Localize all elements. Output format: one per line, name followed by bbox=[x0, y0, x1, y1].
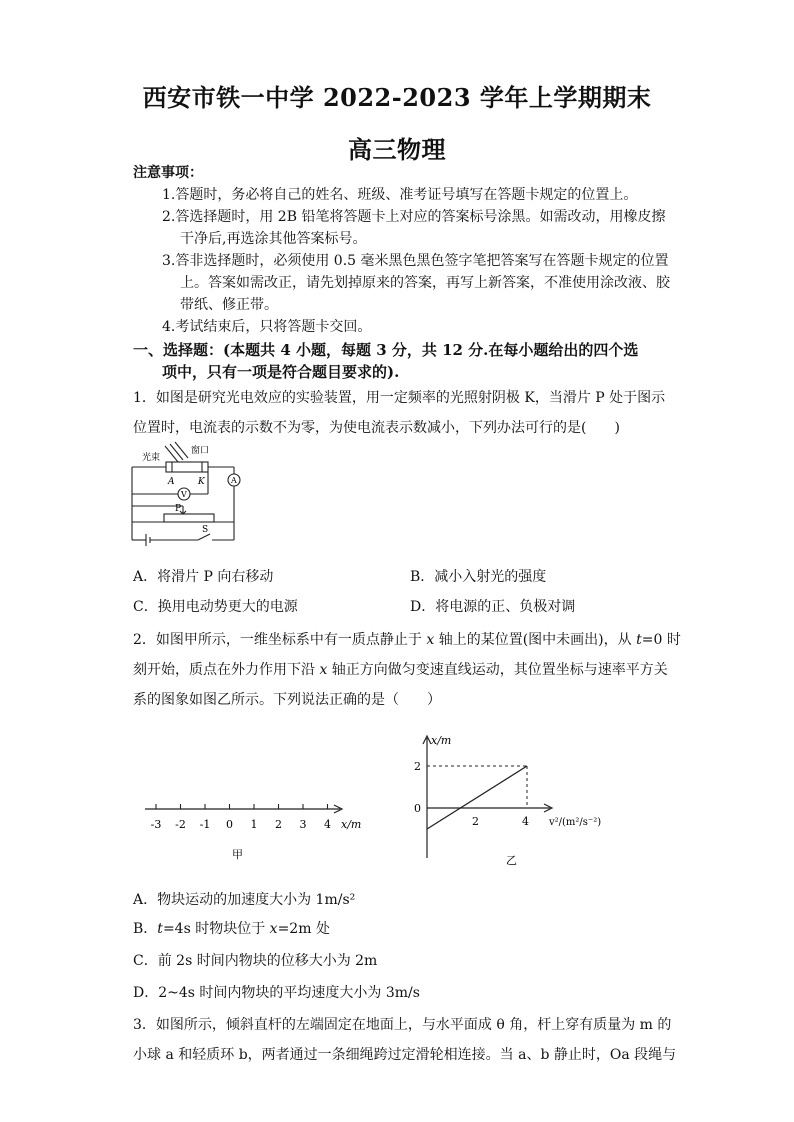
q2-stem-line3: 系的图象如图乙所示。下列说法正确的是（ ） bbox=[133, 692, 441, 708]
q2-var-x: x bbox=[319, 662, 328, 678]
label-slider: P bbox=[175, 504, 182, 514]
label-cathode: K bbox=[198, 477, 205, 487]
q2-var-t: t bbox=[157, 921, 163, 937]
label-anode: A bbox=[168, 477, 175, 487]
q2-var-x: x bbox=[426, 632, 435, 648]
number-line-tick-label: 4 bbox=[324, 818, 331, 831]
q3-stem-line1: 3．如图所示，倾斜直杆的左端固定在地面上，与水平面成 θ 角，杆上穿有质量为 m 的 bbox=[133, 1017, 672, 1033]
number-line-axis-label: x/m bbox=[341, 818, 362, 831]
figure-jia-caption: 甲 bbox=[232, 848, 243, 861]
q2-var-x: x bbox=[269, 921, 278, 937]
q1-option-a: A．将滑片 P 向右移动 bbox=[133, 569, 274, 585]
section-heading-line1: 一、选择题：(本题共 4 小题，每题 3 分，共 12 分.在每小题给出的四个选 bbox=[133, 341, 639, 359]
q1-circuit-diagram bbox=[128, 440, 248, 550]
notice-item-2: 2.答选择题时，用 2B 铅笔将答题卡上对应的答案标号涂黑。如需改动，用橡皮擦 bbox=[162, 209, 666, 225]
notice-item-3-cont2: 带纸、修正带。 bbox=[180, 297, 278, 313]
q2-option-b bbox=[133, 918, 330, 940]
q2-text: =0 时 bbox=[641, 632, 681, 648]
graph-x-tick-2: 2 bbox=[472, 815, 479, 828]
exam-title: 西安市铁一中学 2022-2023 学年上学期期末 bbox=[142, 83, 652, 112]
q2-var-t: t bbox=[636, 632, 642, 648]
q2-graph bbox=[400, 728, 620, 878]
figure-yi-caption: 乙 bbox=[506, 854, 517, 867]
q2-option-a: A．物块运动的加速度大小为 1m/s² bbox=[133, 892, 356, 908]
number-line-tick-label: 1 bbox=[250, 818, 258, 831]
number-line-tick-label: 2 bbox=[275, 818, 282, 831]
graph-x-tick-4: 4 bbox=[522, 815, 529, 828]
light-ray-3 bbox=[175, 442, 188, 458]
number-line-tick-label: -3 bbox=[150, 818, 162, 831]
q3-stem-line2: 小球 a 和轻质环 b，两者通过一条细绳跨过定滑轮相连接。当 a、b 静止时，Oa 段绳与 bbox=[133, 1047, 677, 1063]
number-line-tick-label: 3 bbox=[299, 818, 307, 831]
notice-item-3: 3.答非选择题时，必须使用 0.5 毫米黑色黑色签字笔把答案写在答题卡规定的位置 bbox=[162, 253, 669, 269]
q1-option-b: B．减小入射光的强度 bbox=[410, 569, 547, 585]
light-ray-1 bbox=[165, 446, 178, 462]
number-line-tick-label: -2 bbox=[175, 818, 186, 831]
number-line-ticks bbox=[151, 804, 331, 831]
light-ray-2 bbox=[170, 444, 183, 460]
q2-number-line bbox=[140, 795, 380, 865]
notice-item-4: 4.考试结束后，只将答题卡交回。 bbox=[162, 319, 372, 335]
q2-stem-line2 bbox=[133, 659, 668, 681]
notice-item-2-cont: 干净后,再选涂其他答案标号。 bbox=[180, 231, 367, 247]
q2-option-d: D．2~4s 时间内物块的平均速度大小为 3m/s bbox=[133, 985, 420, 1001]
graph-y-axis-label: x/m bbox=[431, 734, 452, 747]
label-ammeter: A bbox=[231, 476, 237, 485]
rheostat bbox=[164, 514, 214, 522]
q1-option-d: D．将电源的正、负极对调 bbox=[410, 599, 576, 615]
notice-item-1: 1.答题时，务必将自己的姓名、班级、准考证号填写在答题卡规定的位置上。 bbox=[162, 187, 638, 203]
label-light: 光束 bbox=[142, 453, 161, 463]
label-voltmeter: V bbox=[181, 490, 187, 499]
q2-text: B． bbox=[133, 921, 158, 937]
q2-text: =4s 时物块位于 bbox=[162, 921, 270, 937]
q2-text: =2m 处 bbox=[277, 921, 330, 937]
q2-text: 轴上的某位置(图中未画出)，从 bbox=[434, 632, 637, 648]
q2-text: 2．如图甲所示，一维坐标系中有一质点静止于 bbox=[133, 632, 427, 648]
graph-y-tick-2: 2 bbox=[414, 760, 421, 773]
q2-stem-line1 bbox=[133, 629, 681, 651]
q1-stem-line2: 位置时，电流表的示数不为零，为使电流表示数减小，下列办法可行的是( ) bbox=[133, 420, 620, 436]
q2-option-c: C．前 2s 时间内物块的位移大小为 2m bbox=[133, 953, 378, 969]
number-line-tick-label: -1 bbox=[199, 818, 211, 831]
q2-text: 刻开始，质点在外力作用下沿 bbox=[133, 662, 320, 678]
q1-stem-line1: 1．如图是研究光电效应的实验装置，用一定频率的光照射阴极 K，当滑片 P 处于图示 bbox=[133, 390, 666, 406]
notice-heading: 注意事项： bbox=[133, 165, 203, 181]
graph-origin: 0 bbox=[414, 802, 421, 815]
exam-subtitle: 高三物理 bbox=[348, 135, 446, 164]
q2-text: 轴正方向做匀变速直线运动，其位置坐标与速率平方关 bbox=[327, 662, 668, 678]
graph-x-axis-label: v²/(m²/s⁻²) bbox=[549, 817, 602, 828]
section-heading-line2: 项中，只有一项是符合题目要求的). bbox=[162, 363, 400, 381]
q1-option-c: C．换用电动势更大的电源 bbox=[133, 599, 298, 615]
label-window: 窗口 bbox=[191, 446, 210, 456]
notice-item-3-cont: 上。答案如需改正，请先划掉原来的答案，再写上新答案，不准使用涂改液、胶 bbox=[180, 275, 670, 291]
number-line-tick-label: 0 bbox=[226, 818, 233, 831]
label-switch: S bbox=[202, 525, 209, 535]
